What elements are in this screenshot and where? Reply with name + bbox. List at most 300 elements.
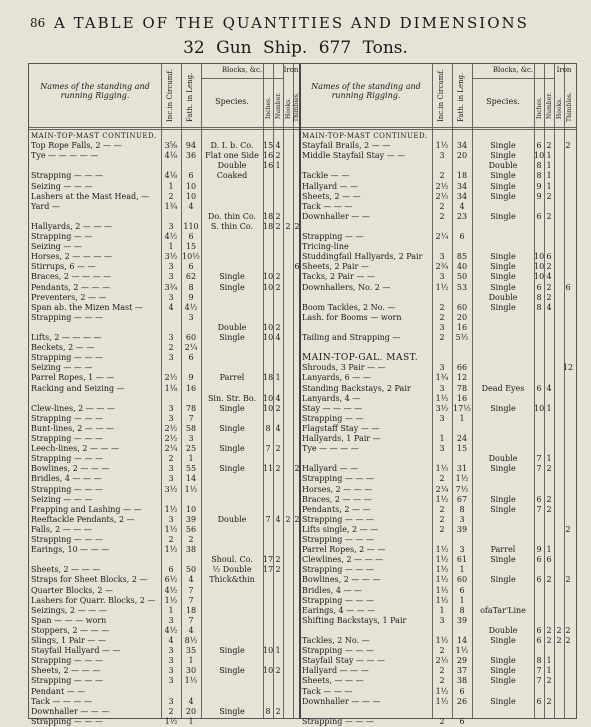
block-inches: 10 — [534, 252, 545, 262]
rigging-name: MAIN-TOP-MAST CONTINUED. — [31, 132, 157, 140]
table-row — [29, 232, 299, 242]
rigging-name: Downhaller — — — [302, 211, 370, 221]
rigging-name: Lanyards, 6 — — — [302, 373, 371, 383]
circumference: 3 — [439, 272, 445, 282]
table-row — [300, 565, 570, 575]
table-row — [29, 313, 299, 323]
circumference: 2 — [439, 646, 445, 656]
block-species: Single — [219, 272, 245, 282]
iron-thimbles: 2 — [565, 625, 571, 635]
block-inches: 8 — [265, 423, 271, 433]
iron-hooks: 2 — [556, 625, 562, 635]
length: 94 — [185, 141, 197, 151]
length: 58 — [185, 423, 197, 433]
rigging-name: Boom Tackles, 2 No. — — [302, 302, 396, 312]
table-row — [300, 363, 574, 373]
length: 14 — [456, 636, 468, 645]
length: 12 — [456, 373, 468, 383]
table-row — [29, 222, 299, 232]
block-inches: 18 — [263, 211, 274, 221]
rigging-name: Shrouds, 3 Pair — — — [302, 363, 386, 373]
length: 6 — [188, 232, 194, 241]
table-row — [29, 424, 299, 434]
block-species: Single — [490, 262, 516, 272]
block-number: 1 — [546, 454, 552, 464]
table-row — [29, 656, 299, 666]
block-inches: 6 — [536, 575, 542, 585]
rigging-name: Beckets, 2 — — — [31, 343, 95, 353]
rigging-name: Lashers at the Mast Head, — — [31, 191, 150, 201]
block-number: 2 — [546, 504, 552, 514]
block-species: Single — [219, 464, 245, 474]
block-species: Single — [490, 494, 516, 504]
circumference: 3 — [439, 383, 445, 393]
block-number: 2 — [275, 221, 281, 231]
table-row — [300, 606, 570, 616]
block-inches: 7 — [536, 454, 542, 464]
rigging-name: Stayfail Brails, 2 — — — [302, 141, 391, 151]
table-row — [29, 161, 299, 171]
block-species: Single — [490, 504, 516, 514]
circumference: 3 — [168, 646, 174, 656]
thimbles-header: Thimbles. — [566, 92, 573, 122]
length: 1 — [459, 413, 465, 423]
block-inches: 10 — [263, 282, 274, 292]
table-row — [29, 495, 299, 505]
circumference: 2¼ — [164, 444, 178, 454]
circumference: 1½ — [435, 565, 449, 575]
rigging-name: Strapping — — — [31, 232, 93, 241]
block-species: ofaTar'Line — [480, 605, 526, 615]
block-inches: 8 — [536, 292, 542, 302]
length: 9 — [188, 292, 194, 302]
length: 20 — [456, 312, 468, 322]
block-species: Single — [490, 656, 516, 666]
circumference: 3 — [168, 333, 174, 342]
header-rule-double — [29, 129, 576, 130]
block-species: Single — [490, 464, 516, 474]
block-number: 6 — [546, 252, 552, 262]
circumference: 3 — [439, 252, 445, 262]
block-inches: 7 — [536, 464, 542, 474]
table-row — [300, 505, 570, 515]
block-number: 4 — [275, 514, 281, 524]
circumference: 3 — [439, 322, 445, 332]
block-number: 2 — [546, 625, 552, 635]
block-inches: 6 — [536, 141, 542, 151]
table-row — [29, 303, 299, 313]
length: 1 — [459, 565, 465, 575]
length: 26 — [456, 696, 468, 706]
length: 2¼ — [184, 343, 198, 353]
circumference: 3 — [439, 615, 445, 625]
length: 56 — [185, 524, 197, 534]
block-species: Single — [490, 666, 516, 676]
rigging-name: Bunt-lines, 2 — — — — [31, 423, 115, 433]
block-species: Single — [219, 706, 245, 716]
block-inches: 10 — [263, 322, 274, 332]
table-row — [29, 252, 299, 262]
length: 1 — [188, 656, 194, 666]
block-species: D. I. b. Co. — [210, 141, 254, 151]
circumference: 1½ — [164, 504, 178, 514]
header-rule — [29, 127, 576, 128]
circumference: 2 — [439, 666, 445, 676]
length: 15 — [456, 444, 468, 454]
table-row — [300, 131, 570, 141]
rigging-name: Tye — — — — — — [31, 151, 99, 161]
block-number: 2 — [275, 464, 281, 474]
table-row — [29, 293, 299, 303]
length: 8 — [459, 605, 465, 615]
rigging-name: Yard — — [31, 201, 60, 211]
length: 24 — [456, 434, 468, 443]
table-row — [300, 323, 570, 333]
table-row — [29, 343, 299, 353]
table-row — [300, 646, 570, 656]
table-row — [300, 384, 570, 394]
length: 67 — [456, 494, 468, 504]
block-inches: 6 — [536, 282, 542, 292]
block-inches: 10 — [263, 403, 274, 413]
circumference: 4 — [168, 302, 174, 312]
rigging-name: Tricing-line — [302, 242, 349, 252]
circumference: 2 — [439, 716, 445, 726]
table-row — [29, 545, 299, 555]
table-row — [29, 353, 299, 363]
length: 4½ — [184, 302, 198, 312]
rigging-name: Racking and Seizing — — [31, 383, 125, 393]
block-number: 2 — [546, 696, 552, 706]
rigging-name: Stoppers, 2 — — — — [31, 625, 110, 635]
block-inches: 16 — [263, 151, 274, 161]
rigging-name: Falls, 2 — — — — [31, 524, 92, 534]
block-number: 1 — [546, 403, 552, 413]
table-row — [29, 171, 299, 181]
table-row — [300, 313, 570, 323]
circumference: 3¾ — [164, 282, 178, 292]
page-subtitle: 32 Gun Ship. 677 Tons. — [183, 38, 408, 58]
length: 3 — [188, 434, 194, 443]
block-inches: 8 — [536, 656, 542, 666]
inches-header: Inches. — [536, 97, 543, 119]
length: 39 — [456, 615, 468, 625]
rigging-name: Tacks, 2 Pair — — — [302, 272, 375, 282]
block-inches: 7 — [265, 514, 271, 524]
table-row — [300, 373, 570, 383]
block-number: 4 — [275, 423, 281, 433]
block-species: Thick&thin — [209, 575, 255, 585]
block-species: Parrel — [219, 373, 245, 383]
names-header: Names of the standing and running Rigging. — [311, 82, 421, 100]
blocks-header: Blocks, &c. — [221, 66, 263, 74]
circumference: 1½ — [435, 575, 449, 585]
circumference: 2½ — [164, 434, 178, 443]
block-species: Single — [490, 696, 516, 706]
length: 110 — [183, 221, 199, 231]
rigging-name: Tack — — — — [302, 201, 353, 211]
circumference: 3 — [168, 221, 174, 231]
table-row — [300, 666, 570, 676]
block-species: Single — [490, 676, 516, 686]
block-number: 2 — [275, 211, 281, 221]
iron-thimbles: 2 — [565, 636, 571, 645]
block-number: 2 — [275, 706, 281, 716]
block-inches: 10 — [263, 333, 274, 342]
table-row — [29, 141, 299, 151]
length: 8½ — [184, 636, 198, 645]
table-row — [300, 151, 570, 161]
block-inches: 17 — [263, 555, 274, 565]
block-species: Do. thin Co. — [207, 211, 257, 221]
table-row — [29, 444, 299, 454]
iron-hooks: 2 — [556, 636, 562, 645]
rigging-name: Strapping — — — — [31, 716, 103, 726]
rigging-name: Bowlines, 2 — — — — [31, 464, 110, 474]
rigging-name: Strapping — — — — [302, 514, 374, 524]
circumference: 1½ — [435, 282, 449, 292]
circumference: 1½ — [435, 686, 449, 696]
circumference: 2¾ — [435, 262, 449, 272]
rigging-name: Strapping — — — — [302, 535, 374, 544]
table-row — [300, 424, 570, 434]
block-species: Single — [490, 272, 516, 282]
rigging-name: Flagstaff Stay — — — [302, 423, 380, 433]
length: 23 — [456, 211, 468, 221]
circumference: 2¼ — [435, 232, 449, 241]
block-number: 4 — [546, 272, 552, 282]
block-species: ½ Double — [212, 565, 252, 575]
circumference: 4⅛ — [164, 151, 178, 161]
table-row — [300, 485, 570, 495]
rigging-name: Top Rope Falls, 2 — — — [31, 141, 122, 151]
length: 6 — [459, 716, 465, 726]
length: 6 — [459, 232, 465, 241]
table-row — [29, 414, 299, 424]
table-row — [29, 485, 299, 495]
length: 40 — [456, 262, 468, 272]
block-species: Single — [490, 211, 516, 221]
block-species: Double — [217, 161, 247, 171]
circumference: 1⅛ — [164, 383, 178, 393]
rigging-name: Seizing — — — [31, 242, 82, 252]
page-title: A TABLE OF THE QUANTITIES AND DIMENSIONS — [54, 14, 529, 32]
rigging-name: Earings, 10 — — — — [31, 545, 110, 555]
block-species: Double — [488, 454, 518, 464]
rigging-name: Seizings, 2 — — — — [31, 605, 107, 615]
table-row — [29, 505, 299, 515]
names-header: Names of the standing and running Rigging. — [40, 82, 150, 100]
block-species: Single — [490, 636, 516, 645]
block-species: Single — [219, 646, 245, 656]
circumference: 4½ — [164, 625, 178, 635]
length: 31 — [456, 464, 468, 474]
length: 39 — [185, 514, 197, 524]
rigging-name: Sheets, 2 — — — [302, 191, 361, 201]
block-inches: 6 — [536, 555, 542, 565]
length: 1½ — [184, 484, 198, 494]
circumference: 3 — [439, 444, 445, 454]
block-number: 2 — [546, 575, 552, 585]
rigging-name: Strapping — — — — [31, 676, 103, 686]
circumference: 3 — [439, 413, 445, 423]
block-inches: 6 — [536, 696, 542, 706]
rigging-name: Reeftackle Pendants, 2 — — [31, 514, 135, 524]
length: 18 — [456, 171, 468, 181]
rigging-name: Tailing and Strapping — — [302, 333, 401, 342]
rigging-name: Tye — — — — — [302, 444, 359, 454]
iron-thimbles: 6 — [294, 262, 300, 272]
circumference: 3 — [168, 656, 174, 666]
table-row — [300, 687, 570, 697]
block-inches: 9 — [536, 181, 542, 191]
table-row — [300, 575, 570, 585]
block-inches: 8 — [536, 302, 542, 312]
block-inches: 10 — [263, 393, 274, 403]
block-species: Flat one Side — [205, 151, 259, 161]
block-species: Double — [488, 625, 518, 635]
rigging-name: Hallyard — — — [302, 181, 359, 191]
blocks-header: Blocks, &c. — [492, 66, 534, 74]
table-row — [300, 394, 570, 404]
circumference: 3 — [168, 262, 174, 272]
circumference: 2 — [168, 535, 174, 544]
circumference: 6½ — [164, 575, 178, 585]
table-row — [300, 596, 570, 606]
circumference: 1½ — [435, 393, 449, 403]
length: 3 — [459, 514, 465, 524]
block-inches: 6 — [536, 636, 542, 645]
number-header: Number. — [546, 92, 553, 119]
rigging-name: Shifting Backstays, 1 Pair — [302, 615, 407, 625]
length: 9 — [188, 373, 194, 383]
table-row — [29, 131, 299, 141]
length: 4 — [459, 201, 465, 211]
circumference: 2½ — [164, 373, 178, 383]
rigging-name: Sheets, 2 — — — — [31, 666, 101, 676]
table-row — [300, 707, 570, 717]
circumference: 1½ — [435, 585, 449, 595]
rigging-name: Parrel Ropes, 1 — — — [31, 373, 115, 383]
block-number: 2 — [546, 191, 552, 201]
block-inches: 17 — [263, 565, 274, 575]
circumference: 3 — [168, 474, 174, 484]
block-species: Single — [219, 666, 245, 676]
table-row — [29, 717, 299, 727]
table-row — [29, 575, 299, 585]
block-inches: 6 — [536, 383, 542, 393]
rigging-name: Stay — — — — — [302, 403, 363, 413]
block-inches: 11 — [263, 464, 274, 474]
circumference: 2 — [439, 211, 445, 221]
table-row — [300, 242, 570, 252]
rigging-name: Tackle — — — [302, 171, 350, 181]
rigging-name: Slings, 1 Pair — — — [31, 636, 106, 645]
block-species: Single — [490, 282, 516, 292]
table-row — [29, 454, 299, 464]
length: 85 — [456, 252, 468, 262]
block-species: Double — [217, 322, 247, 332]
circumference: 2 — [168, 454, 174, 464]
circumference: 3 — [168, 666, 174, 676]
circumference: 2 — [439, 504, 445, 514]
length: 2 — [188, 535, 194, 544]
block-species: Single — [219, 444, 245, 454]
length: 4 — [188, 201, 194, 211]
length: 5½ — [455, 333, 469, 342]
rigging-name: Leech-lines, 2 — — — — [31, 444, 120, 454]
block-number: 2 — [275, 151, 281, 161]
circumference: 2 — [439, 171, 445, 181]
block-number: 2 — [275, 282, 281, 292]
length: 78 — [185, 403, 197, 413]
rigging-name: Strapping — — — — [31, 434, 103, 443]
rigging-name: Downhaller — — — — [31, 706, 110, 716]
length: 6 — [188, 171, 194, 181]
rigging-name: Tack — — — — [302, 686, 353, 696]
iron-thimbles: 12 — [562, 363, 574, 373]
rigging-name: Clewlines, 2 — — — — [302, 555, 384, 565]
block-inches: 6 — [536, 211, 542, 221]
circumference: 3 — [168, 676, 174, 686]
table-row — [29, 262, 299, 272]
circumference: 1½ — [435, 555, 449, 565]
block-number: 1 — [275, 161, 281, 171]
table-row — [300, 626, 570, 636]
hooks-header: Hooks. — [285, 97, 292, 119]
table-row — [29, 626, 299, 636]
rigging-name: Frapping and Lashing — — — [31, 504, 142, 514]
circumference: 2½ — [435, 181, 449, 191]
length: 61 — [456, 555, 468, 565]
block-species: Single — [219, 403, 245, 413]
length: 4 — [188, 625, 194, 635]
block-species: Single — [490, 575, 516, 585]
circumference: 3 — [439, 151, 445, 161]
length: 4 — [188, 575, 194, 585]
table-row — [300, 222, 570, 232]
table-row — [29, 515, 299, 525]
rigging-name: Parrel Ropes, 2 — — — [302, 545, 386, 555]
block-number: 6 — [546, 555, 552, 565]
rigging-name: Clew-lines, 2 — — — — [31, 403, 115, 413]
length: 17½ — [453, 403, 471, 413]
iron-thimbles: 2 — [565, 141, 571, 151]
circumference: 2½ — [435, 656, 449, 666]
rigging-name: Bowlines, 2 — — — — [302, 575, 381, 585]
species-header: Species. — [215, 97, 249, 106]
hooks-header: Hooks. — [556, 97, 563, 119]
rigging-name: Strapping — — — — [31, 413, 103, 423]
block-inches: 10 — [534, 272, 545, 282]
circumference: 2 — [439, 474, 445, 484]
rigging-name: Pendants, 2 — — — [302, 504, 371, 514]
length: 16 — [456, 393, 468, 403]
circumference: 1 — [439, 605, 445, 615]
rigging-name: Tackles, 2 No. — — [302, 636, 370, 645]
circumference: 2 — [439, 302, 445, 312]
circumference: 4½ — [164, 232, 178, 241]
table-row — [29, 151, 299, 161]
rigging-name: Strapping — — — — [302, 646, 374, 656]
rigging-name: Strapping — — — — [31, 312, 103, 322]
circumference: 3½ — [164, 484, 178, 494]
inches-header: Inches. — [265, 97, 272, 119]
block-inches: 10 — [263, 646, 274, 656]
rigging-name: MAIN-TOP-MAST CONTINUED. — [302, 132, 428, 140]
circumference: 2¼ — [435, 484, 449, 494]
length: 34 — [456, 191, 468, 201]
